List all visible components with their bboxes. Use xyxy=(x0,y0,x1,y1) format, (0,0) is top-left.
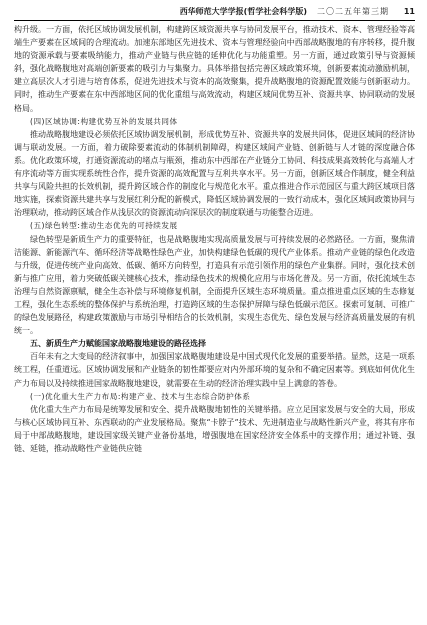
subsection-heading: (一)优化重大生产力布局:构建产业、技术与生态综合防护体系 xyxy=(30,391,251,401)
article-body xyxy=(14,23,415,455)
body-paragraph: 构升级。一方面，依托区域协调发展机制，构建跨区域资源共享与协同发展平台，推动技术、资本、管理经验等高端生产要素在区域间的合理流动。加速东部地区先进技术、资本与管理经验向中西部战略腹地的有序转移，提升腹地的资源承载与要素吸纳能力，推动产业链与供应链的延伸优化与功能重塑。另一方面，通过政策引导与资源倾斜，强化战略腹地对高端创新要素的吸引力与集聚力。具体举措包括完善区域政策环境，创新要素流动激励机制，建立高层次人才引进与培育体系，促进先进技术与资本的高效聚集，提升战略腹地的资源配置效能与创新驱动力。同时，推动生产要素在东中西部地区间的优化重组与高效流动，构建区域间优势互补、资源共享、协同联动的发展格局。 xyxy=(14,25,415,113)
body-paragraph: 百年未有之大变局的经济叙事中，加强国家战略腹地建设是中国式现代化发展的重要举措。显然，这是一项系统工程，任重道远。区域协调发展和产业链条的韧性都要应对内外部环境的复杂和不确定因素等。到底如何优化生产力布局以及持续推进国家战略腹地建设，就需要在生动的经济治理实践中呈上满意的答卷。 xyxy=(14,352,415,388)
page-number: 11 xyxy=(403,7,415,16)
journal-title: 西华师范大学学报(哲学社会科学版) xyxy=(179,7,307,16)
subsection-heading: (四)区域协调:构建优势互补的发展共同体 xyxy=(30,116,178,126)
running-header xyxy=(14,6,415,21)
body-paragraph: 推动战略腹地建设必须依托区域协调发展机制，形成优势互补、资源共享的发展共同体，促进区域间的经济协调与联动发展。一方面，着力破除要素流动的体制机制障碍，构建区域间产业链、创新链与人才链的深度融合体系。优化政策环境，打通资源流动的堵点与瓶颈，推动东中西部在产业链分工协同、科技成果高效转化与高端人才有序流动等方面实现系统性合作，提升资源的高效配置与互利共享水平。另一方面，创新区域合作制度，健全利益共享与风险共担的长效机制，提升跨区域合作的制度化与规范化水平。重点推进合作示范园区与重大跨区域项目落地实施，探索资源共建共享与发展红利分配的新模式，降低区域协调发展的一致行动成本，强化区域间政策协同与治理联动，推动跨区域合作从浅层次的资源流动向深层次的制度联通与功能整合迈进。 xyxy=(14,129,415,218)
body-paragraph: 绿色转型是新质生产力的重要特征，也是战略腹地实现高质量发展与可持续发展的必然路径。一方面，聚焦清洁能源、新能源汽车、循环经济等战略性绿色产业，加快构建绿色低碳的现代产业体系。推动产业链的绿色化改造与升级，促进传统产业向高效、低碳、循环方向转型，打造具有示范引领作用的绿色产业集群。同时，强化技术创新与推广应用，着力突破低碳关键核心技术，推动绿色技术的规模化应用与市场化普及。另一方面，依托流域生态治理与自然资源禀赋，健全生态补偿与环境修复机制，全面提升区域生态环境质量。重点推进重点区域的生态修复工程，强化生态系统的整体保护与系统治理，打造跨区域的生态保护屏障与绿色低碳示范区。探索可复制、可推广的绿色发展路径，构建政策激励与市场引导相结合的长效机制，实现生态优先、绿色发展与经济高质量发展的有机统一。 xyxy=(14,234,415,336)
section-heading: 五、新质生产力赋能国家战略腹地建设的路径选择 xyxy=(30,339,206,349)
issue-label: 二〇二五年第三期 xyxy=(317,7,389,16)
subsection-heading: (五)绿色转型:推动生态优先的可持续发展 xyxy=(30,221,178,231)
body-paragraph: 优化重大生产力布局是统筹发展和安全、提升战略腹地韧性的关键举措。应立足国家发展与安全的大局，形成与核心区域协同互补、东西联动的产业发展格局。聚焦“卡脖子”技术、先进制造业与战略性新兴产业，将其有序布局于中部战略腹地，建设国家级关键产业备份基地，增强腹地在国家经济安全体系中的支撑作用；通过补链、强链、延链，推动战略性产业链供应链 xyxy=(14,404,415,453)
